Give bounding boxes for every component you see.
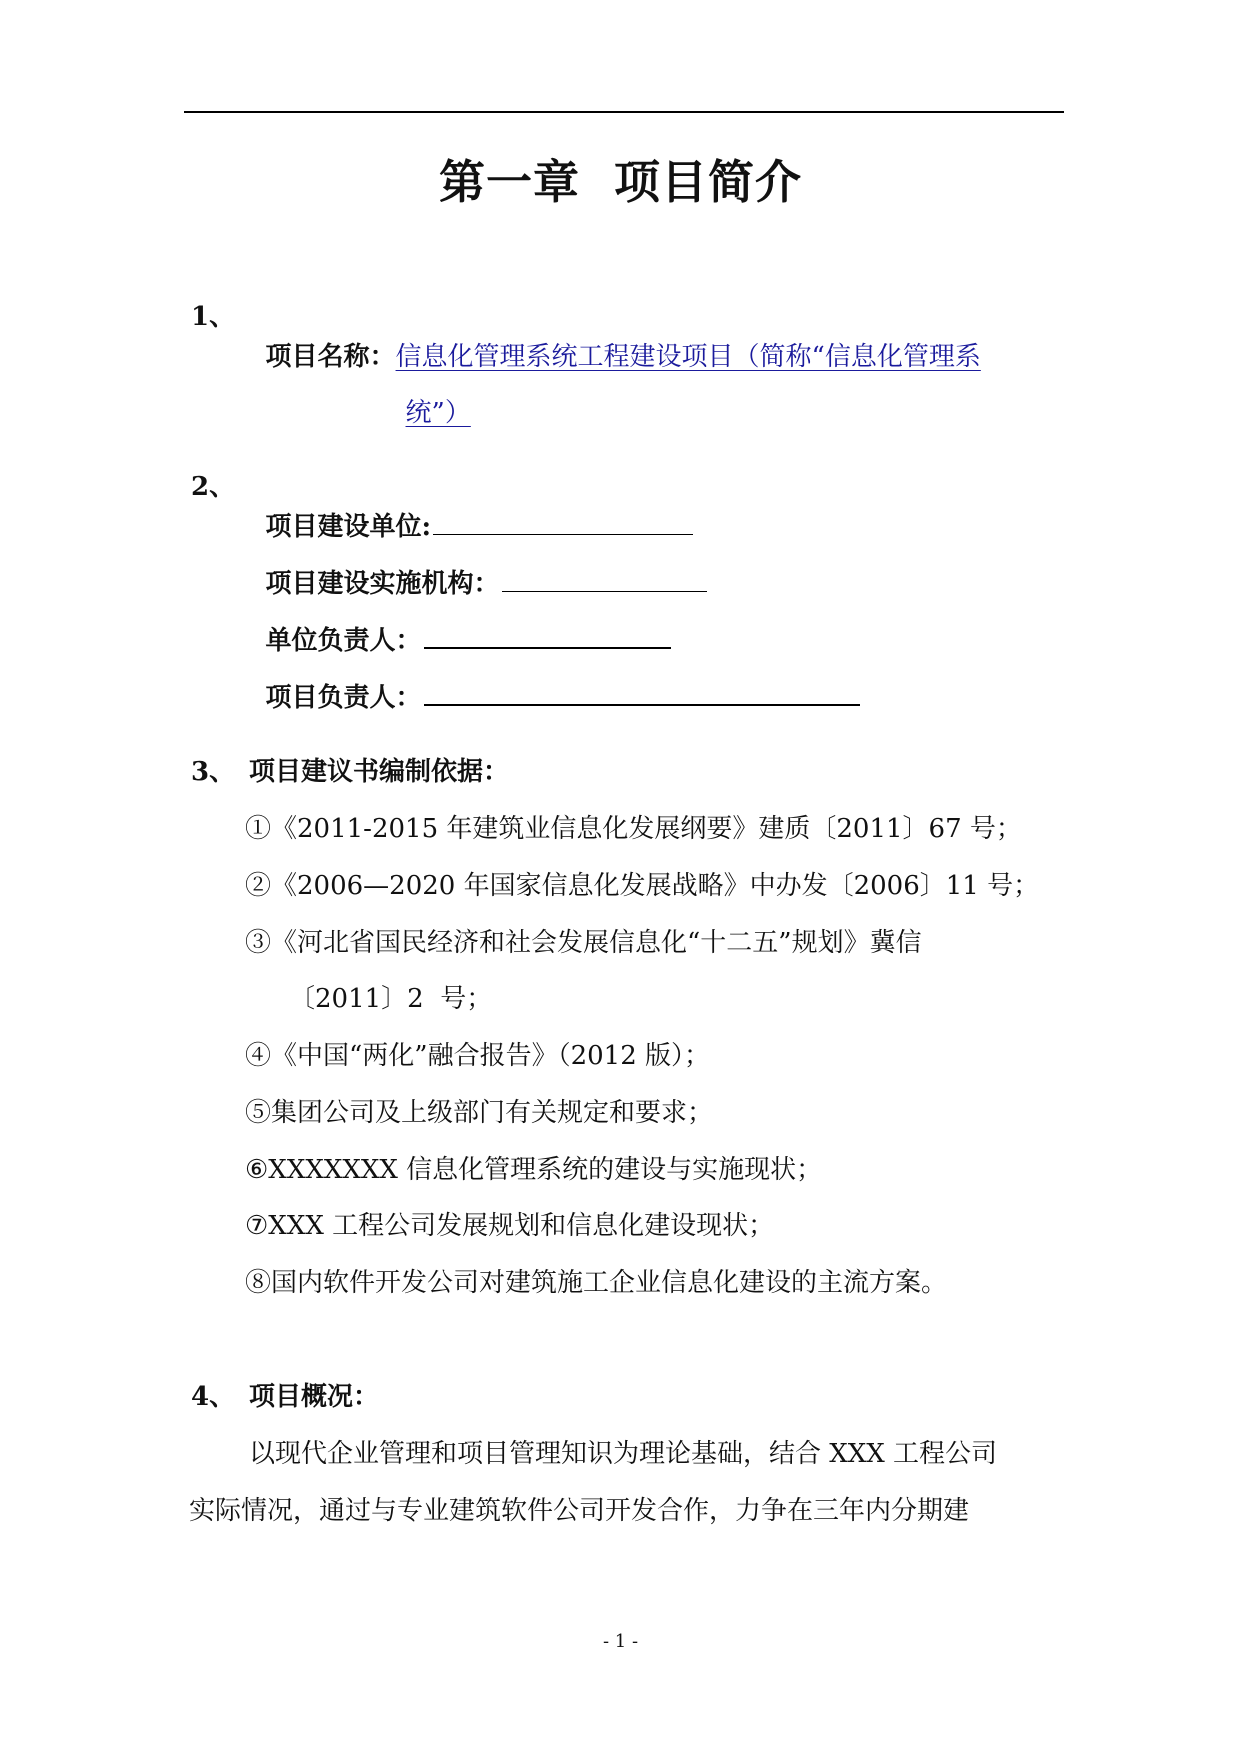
unit-leader-label: 单位负责人： (265, 626, 422, 656)
project-name-label: 项目名称： (265, 342, 396, 372)
basis-item-3: ③《河北省国民经济和社会发展信息化“十二五”规划》冀信 (245, 928, 922, 958)
page-number: - 1 - (602, 1631, 639, 1652)
section-4-number: 4、 (191, 1382, 236, 1412)
section-1-row (249, 297, 981, 377)
section-2-number: 2、 (191, 472, 236, 502)
project-leader-field[interactable] (424, 678, 860, 706)
section-1-row-2 (389, 353, 471, 433)
basis-item-3-cont: 〔2011〕2 号； (289, 984, 493, 1014)
overview-paragraph-line-2: 实际情况，通过与专业建筑软件公司开发合作，力争在三年内分期建 (189, 1496, 970, 1526)
project-name-value[interactable]: 信息化管理系统工程建设项目（简称“信息化管理系 (395, 342, 981, 372)
implementing-org-label: 项目建设实施机构： (265, 569, 500, 599)
construction-unit-label: 项目建设单位: (265, 512, 432, 542)
project-name-value-cont[interactable]: 统”） (405, 398, 471, 428)
chapter-title: 第一章 项目简介 (438, 155, 803, 209)
section-1-number: 1、 (191, 302, 236, 332)
header-rule (184, 111, 1064, 113)
section-3-number: 3、 (191, 757, 236, 787)
basis-item-4: ④《中国“两化”融合报告》（2012 版）； (245, 1041, 711, 1071)
basis-item-8: ⑧国内软件开发公司对建筑施工企业信息化建设的主流方案。 (245, 1268, 948, 1298)
basis-item-1: ①《2011-2015 年建筑业信息化发展纲要》建质〔2011〕67 号； (245, 814, 1022, 844)
project-leader-label: 项目负责人： (265, 683, 422, 713)
basis-item-2: ②《2006—2020 年国家信息化发展战略》中办发〔2006〕11 号； (245, 871, 1040, 901)
basis-item-6: ⑥XXXXXXX 信息化管理系统的建设与实施现状； (245, 1155, 823, 1185)
basis-item-5: ⑤集团公司及上级部门有关规定和要求； (245, 1098, 714, 1128)
overview-paragraph-line-1: 以现代企业管理和项目管理知识为理论基础，结合 XXX 工程公司 (249, 1439, 998, 1469)
basis-item-7: ⑦XXX 工程公司发展规划和信息化建设现状； (245, 1211, 775, 1241)
project-leader-row (249, 638, 860, 718)
overview-label: 项目概况： (249, 1382, 380, 1412)
basis-label: 项目建议书编制依据： (249, 757, 510, 787)
